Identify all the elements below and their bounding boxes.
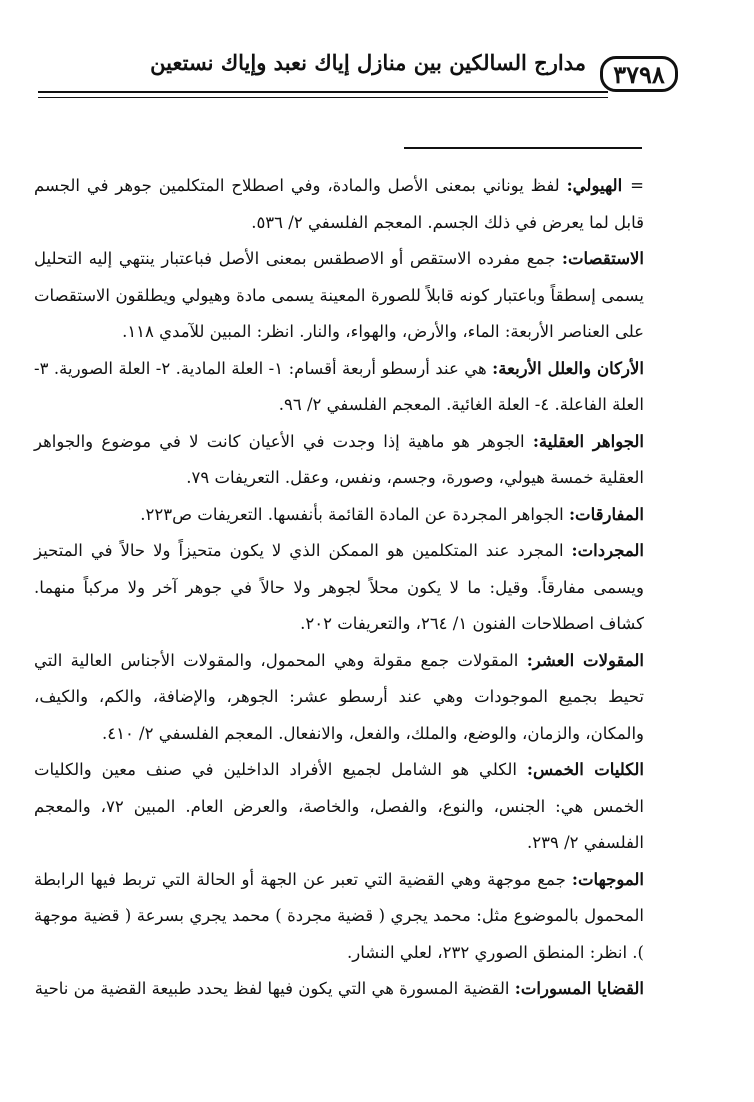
entry-prefix: = xyxy=(630,176,644,195)
entry-term: الموجهات: xyxy=(571,869,644,889)
entry-term: المفارقات: xyxy=(568,504,644,524)
entry-definition: المقولات جمع مقولة وهي المحمول، والمقولات الأجناس العالية التي تحيط بجميع الموجودات وهي عند أرسطو عشر: الجوهر، والإضافة، والكم، والكيف، والمكان، والزمان، والوضع، والملك، والفعل، والانفعال. المعجم الفلسفي ٢/ ٤١٠. xyxy=(34,650,644,743)
entry-definition: هي عند أرسطو أربعة أقسام: ١- العلة المادية. ٢- العلة الصورية. ٣- العلة الفاعلة. ٤- العلة الغائية. المعجم الفلسفي ٢/ ٩٦. xyxy=(34,358,644,414)
glossary-entry-jawahir xyxy=(34,424,644,497)
glossary-entry-hayula xyxy=(34,168,644,241)
glossary-entry-mujarradat xyxy=(34,533,644,643)
entry-term: الجواهر العقلية: xyxy=(532,431,645,451)
entry-definition: الكلي هو الشامل لجميع الأفراد الداخلين في صنف معين والكليات الخمس هي: الجنس، والنوع، والفصل، والخاصة، والعرض العام. المبين ٧٢، والمعجم الفلسفي ٢/ ٢٣٩. xyxy=(34,760,645,852)
glossary-entry-kulliyat xyxy=(34,752,644,862)
entry-term: الهيولي: xyxy=(566,176,623,195)
entry-term: القضايا المسورات: xyxy=(514,979,644,998)
entry-definition: القضية المسورة هي التي يكون فيها لفظ يحدد طبيعة القضية من ناحية xyxy=(34,979,510,998)
entry-definition: لفظ يوناني بمعنى الأصل والمادة، وفي اصطلاح المتكلمين جوهر في الجسم قابل لما يعرض في ذلك الجسم. المعجم الفلسفي ٢/ ٥٣٦. xyxy=(34,176,644,232)
entry-definition: الجواهر المجردة عن المادة القائمة بأنفسها. التعريفات ص٢٢٣. xyxy=(140,504,564,524)
entry-definition: المجرد عند المتكلمين هو الممكن الذي لا يكون متحيزاً ولا حالاً في المتحيز ويسمى مفارقاً. وقيل: ما لا يكون محلاً لجوهر ولا حالاً في جوهر آخر ولا مركباً منهما. كشاف اصطلاحات الفنون ١/ ٢٦٤، والتعريفات ٢٠٢. xyxy=(34,541,644,633)
entry-definition: جمع موجهة وهي القضية التي تعبر عن الجهة أو الحالة التي تربط فيها الرابطة المحمول بالموضوع مثل: محمد يجري ( قضية مجردة ) محمد يجري بسرعة ( قضية موجهة ). انظر: المنطق الصوري ٢٣٢، لعلي النشار. xyxy=(34,869,644,962)
page-number: ٣٧٩٨ xyxy=(600,56,678,92)
entry-term: الكليات الخمس: xyxy=(526,760,644,779)
glossary-entry-istiqsat xyxy=(34,241,644,351)
glossary-entry-muwajjahat xyxy=(34,862,644,972)
footnote-separator xyxy=(404,147,642,149)
entry-term: الأركان والعلل الأربعة: xyxy=(492,358,644,378)
footnote-glossary xyxy=(34,168,644,1008)
running-title: مدارج السالكين بين منازل إياك نعبد وإياك نستعين xyxy=(150,50,586,75)
entry-definition: جمع مفرده الاستقص أو الاصطقس بمعنى الأصل فباعتبار ينتهي إليه التحليل يسمى إسطقاً وباعتبار كونه قابلاً للصورة المعينة يسمى مادة وهيولي ويطلقون الاستقصات على العناصر الأربعة: الماء، والأرض، والهواء، والنار. انظر: المبين للآمدي ١١٨. xyxy=(34,249,644,341)
glossary-entry-musawwarat xyxy=(34,971,644,1008)
glossary-entry-maqulat xyxy=(34,643,644,753)
entry-term: المقولات العشر: xyxy=(526,650,644,670)
entry-term: المجردات: xyxy=(571,541,644,560)
glossary-entry-arkan xyxy=(34,351,644,424)
glossary-entry-mufaraqat xyxy=(34,497,644,534)
page-header xyxy=(38,40,678,100)
entry-term: الاستقصات: xyxy=(561,249,645,268)
header-rule xyxy=(38,91,608,93)
header-rule-thin xyxy=(38,97,608,98)
entry-definition: الجوهر هو ماهية إذا وجدت في الأعيان كانت لا في موضوع والجواهر العقلية خمسة هيولي، وصورة، وجسم، ونفس، وعقل. التعريفات ٧٩. xyxy=(34,431,644,487)
